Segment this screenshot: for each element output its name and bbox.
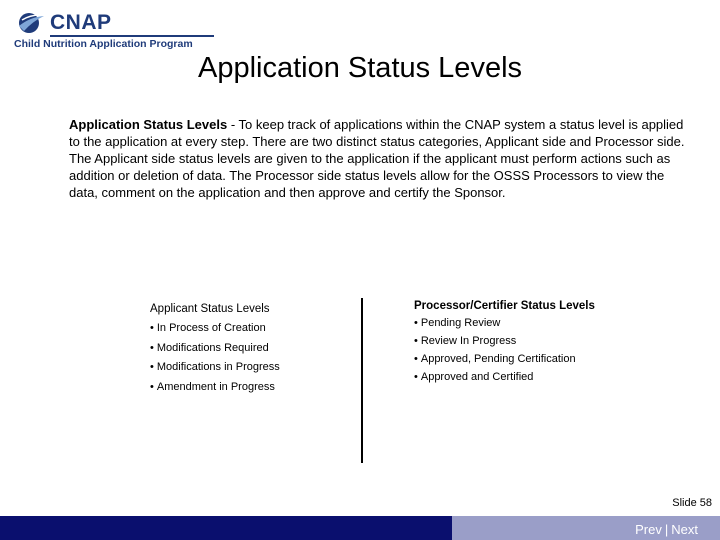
intro-lead: Application Status Levels bbox=[69, 117, 228, 132]
prev-link[interactable]: Prev bbox=[635, 522, 662, 537]
slide-number: Slide 58 bbox=[672, 497, 712, 509]
page-title: Application Status Levels bbox=[197, 52, 523, 84]
applicant-status-column bbox=[150, 303, 280, 400]
processor-status-item: • Approved and Certified bbox=[414, 371, 595, 389]
applicant-status-item: • Modifications Required bbox=[150, 342, 280, 362]
logo-tagline: Child Nutrition Application Program bbox=[14, 38, 193, 50]
nav-separator: | bbox=[664, 522, 669, 537]
processor-status-column bbox=[414, 300, 595, 389]
processor-status-item: • Approved, Pending Certification bbox=[414, 353, 595, 371]
cnap-logo bbox=[12, 8, 216, 52]
applicant-heading: Applicant Status Levels bbox=[150, 303, 270, 315]
globe-swoosh-icon bbox=[16, 11, 46, 35]
logo-rule bbox=[50, 35, 214, 37]
intro-text: - To keep track of applications within the CNAP system a status level is applied to the application at every step. There are two distinct status categories, Applicant side and Processor side. The Applicant side status levels are given to the application if the applicant must perform actions such as addition or deletion of data. The Processor side status levels allow for the OSSS Processors to view the data, comment on the application and then approve and certify the Sponsor. bbox=[69, 117, 685, 200]
intro-paragraph bbox=[69, 116, 694, 201]
processor-heading: Processor/Certifier Status Levels bbox=[414, 300, 595, 312]
logo-name: CNAP bbox=[50, 11, 112, 34]
column-divider bbox=[361, 298, 363, 463]
applicant-status-item: • Amendment in Progress bbox=[150, 381, 280, 401]
footer-bar-dark bbox=[0, 516, 452, 540]
next-link[interactable]: Next bbox=[671, 522, 698, 537]
processor-status-item: • Pending Review bbox=[414, 317, 595, 335]
applicant-status-item: • Modifications in Progress bbox=[150, 361, 280, 381]
slide-navigation bbox=[635, 522, 698, 537]
applicant-status-item: • In Process of Creation bbox=[150, 322, 280, 342]
processor-status-item: • Review In Progress bbox=[414, 335, 595, 353]
